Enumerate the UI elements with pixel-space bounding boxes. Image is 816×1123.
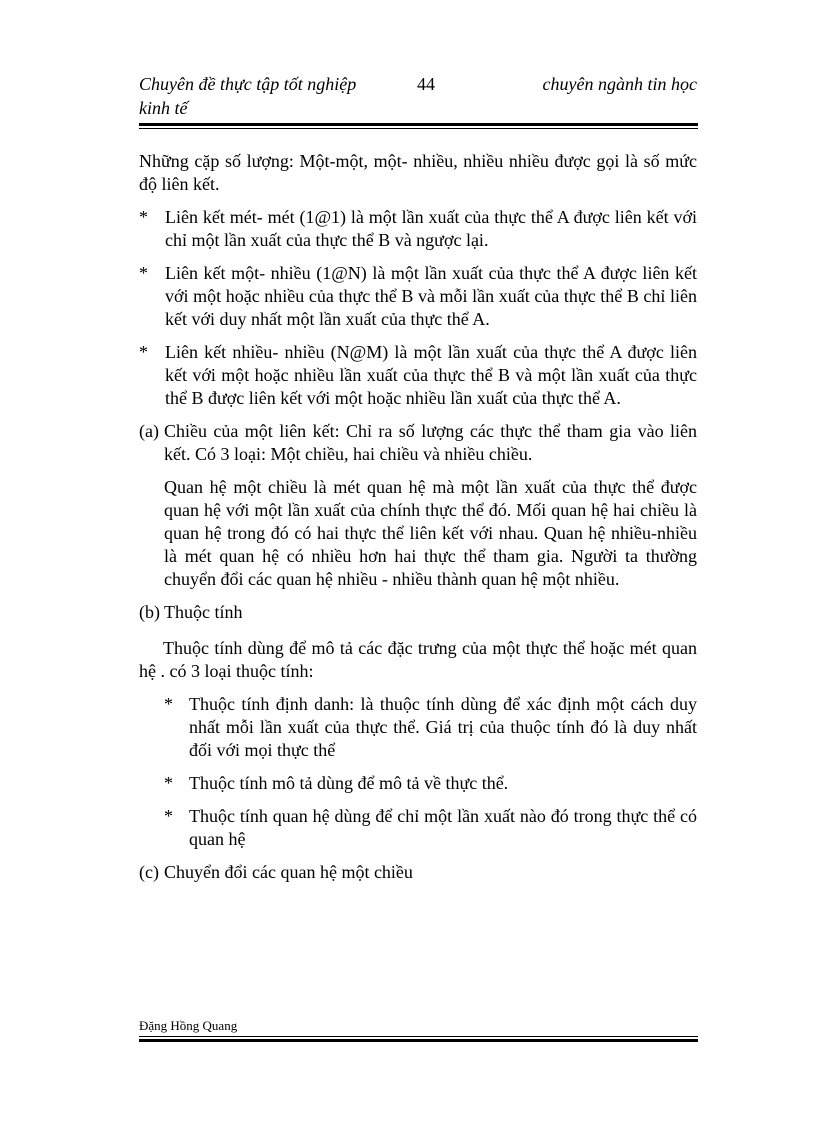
list-item <box>139 262 697 331</box>
header-title-line2: kinh tế <box>139 98 188 118</box>
bullet-mark: * <box>139 207 148 227</box>
header-title-line1: Chuyên đề thực tập tốt nghiệp <box>139 74 357 94</box>
bullet-text: Liên kết nhiều- nhiều (N@M) là một lần xuất của thực thể A được liên kết với một hoặc nhiều lần xuất của thực thể B và một lần xuất của thực thể B được liên kết với một hoặc nhiều lần xuất của thực thể A. <box>165 342 697 408</box>
list-item <box>139 805 697 851</box>
intro-paragraph: Những cặp số lượng: Một-một, một- nhiều, nhiều nhiều được gọi là số mức độ liên kết. <box>139 151 697 194</box>
bullet-text: Liên kết một- nhiều (1@N) là một lần xuất của thực thể A được liên kết với một hoặc nhiều của thực thể B và mỗi lần xuất của thực thể B chỉ liên kết với duy nhất một lần xuất của thực thể A. <box>165 263 697 329</box>
footer-author: Đặng Hồng Quang <box>139 1018 238 1033</box>
bullet-mark: * <box>139 263 148 283</box>
section-text: Chiều của một liên kết: Chỉ ra số lượng các thực thể tham gia vào liên kết. Có 3 loại: Một chiều, hai chiều và nhiều chiều. <box>164 421 697 464</box>
bullet-mark: * <box>164 806 173 826</box>
list-item <box>139 206 697 252</box>
section-mark: (a) <box>139 421 159 441</box>
section-b-heading <box>139 601 697 624</box>
header-right: chuyên ngành tin học <box>542 74 697 94</box>
list-item <box>139 341 697 410</box>
bullet-mark: * <box>164 694 173 714</box>
section-mark: (b) <box>139 602 160 622</box>
footer-rule <box>139 1036 698 1042</box>
body-text <box>139 150 697 894</box>
header-rule <box>139 123 698 129</box>
section-c-heading <box>139 861 697 884</box>
section-a-paragraph: Quan hệ một chiều là mét quan hệ mà một lần xuất của thực thể được quan hệ với một lần xuất của chính thực thể đó. Mối quan hệ hai chiều là quan hệ trong đó có hai thực thể liên kết với nhau. Quan hệ nhiều-nhiều là mét quan hệ có nhiều hơn hai thực thể tham gia. Người ta thường chuyển đổi các quan hệ nhiều - nhiều thành quan hệ một nhiều. <box>164 477 697 589</box>
bullet-text: Thuộc tính mô tả dùng để mô tả về thực thể. <box>189 773 509 793</box>
section-text: Thuộc tính <box>164 602 243 622</box>
header-left <box>139 72 389 120</box>
bullet-mark: * <box>164 773 173 793</box>
section-b-paragraph: Thuộc tính dùng để mô tả các đặc trưng của một thực thể hoặc mét quan hệ . có 3 loại thuộc tính: <box>139 638 697 681</box>
list-item <box>139 693 697 762</box>
bullet-text: Liên kết mét- mét (1@1) là một lần xuất của thực thể A được liên kết với chỉ một lần xuất của thực thể B và ngược lại. <box>165 207 697 250</box>
section-text: Chuyển đổi các quan hệ một chiều <box>164 862 413 882</box>
bullet-text: Thuộc tính quan hệ dùng để chỉ một lần xuất nào đó trong thực thể có quan hệ <box>189 806 697 849</box>
bullet-mark: * <box>139 342 148 362</box>
list-item <box>139 772 697 795</box>
page-number: 44 <box>417 74 435 94</box>
bullet-text: Thuộc tính định danh: là thuộc tính dùng để xác định một cách duy nhất mỗi lần xuất của thực thể. Giá trị của thuộc tính đó là duy nhất đối với mọi thực thể <box>189 694 697 760</box>
section-a-heading <box>139 420 697 466</box>
section-mark: (c) <box>139 862 159 882</box>
